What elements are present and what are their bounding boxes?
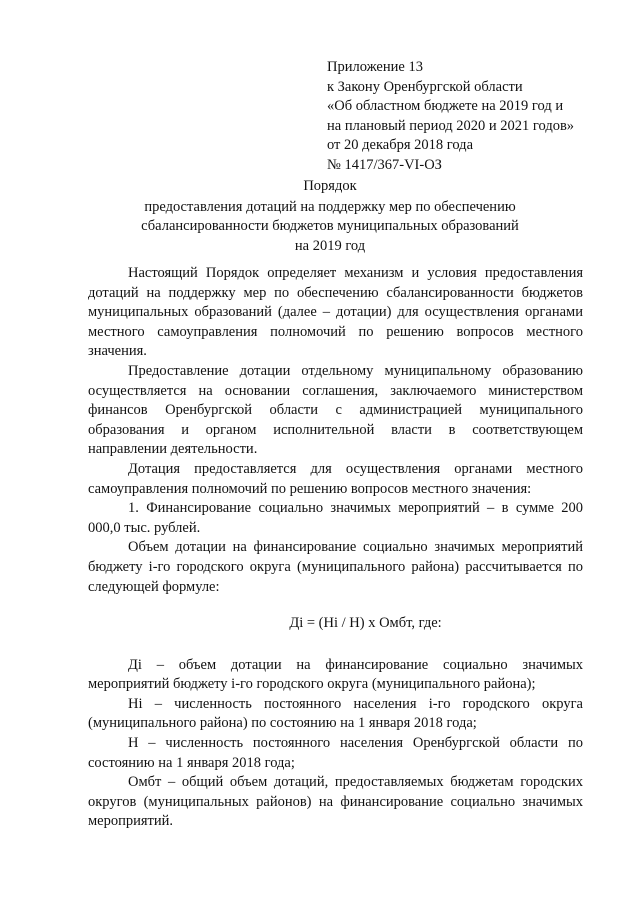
title-line: на 2019 год	[294, 237, 366, 254]
appendix-line: Приложение 13	[327, 59, 423, 75]
appendix-header	[327, 58, 627, 176]
paragraph-purpose: Дотация предоставляется для осуществления органами местного самоуправления полномочий по решению вопросов местного значения:	[88, 460, 583, 497]
title-heading: Порядок	[303, 178, 357, 194]
definition-n: Н – численность постоянного населения Оренбургской области по состоянию на 1 января 2018 года;	[88, 735, 583, 771]
appendix-line: к Закону Оренбургской области	[327, 78, 523, 95]
formula: Дi = (Нi / Н) х Омбт, где:	[289, 615, 442, 632]
document-title	[100, 177, 560, 256]
paragraph-agreement: Предоставление дотации отдельному муниципальному образованию осуществляется на основании соглашения, заключаемого министерством финансов Оренбургской области с администрацией муниципального образования и органом исполнительной власти в соответствующем направлении деятельности.	[88, 362, 583, 458]
paragraph-formula-intro: Объем дотации на финансирование социально значимых мероприятий бюджету i-го городского округа (муниципального района) рассчитывается по следующей формуле:	[88, 539, 583, 595]
paragraph-item-1: 1. Финансирование социально значимых мероприятий – в сумме 200 000,0 тыс. рублей.	[88, 500, 583, 536]
appendix-line: на плановый период 2020 и 2021 годов»	[327, 117, 575, 134]
title-line: сбалансированности бюджетов муниципальных образований	[141, 218, 519, 234]
paragraph-intro: Настоящий Порядок определяет механизм и условия предоставления дотаций на поддержку мер по обеспечению сбалансированности бюджетов муниципальных образований (далее – дотации) для осуществления органами местного самоуправления полномочий по решению вопросов местного значения.	[88, 265, 583, 360]
definition-ni: Нi – численность постоянного населения i-го городского округа (муниципального района) по состоянию на 1 января 2018 года;	[88, 695, 583, 732]
appendix-line: «Об областном бюджете на 2019 год и	[327, 98, 564, 115]
title-line: предоставления дотаций на поддержку мер по обеспечению	[144, 198, 516, 215]
appendix-line: № 1417/367-VI-ОЗ	[327, 156, 442, 173]
definition-di: Дi – объем дотации на финансирование социально значимых мероприятий бюджету i-го городского округа (муниципального района);	[88, 656, 583, 693]
definition-ombt: Омбт – общий объем дотаций, предоставляемых бюджетам городских округов (муниципальных районов) на финансирование социально значимых мероприятий.	[88, 774, 583, 830]
appendix-line: от 20 декабря 2018 года	[327, 137, 473, 154]
document-body	[88, 264, 583, 832]
